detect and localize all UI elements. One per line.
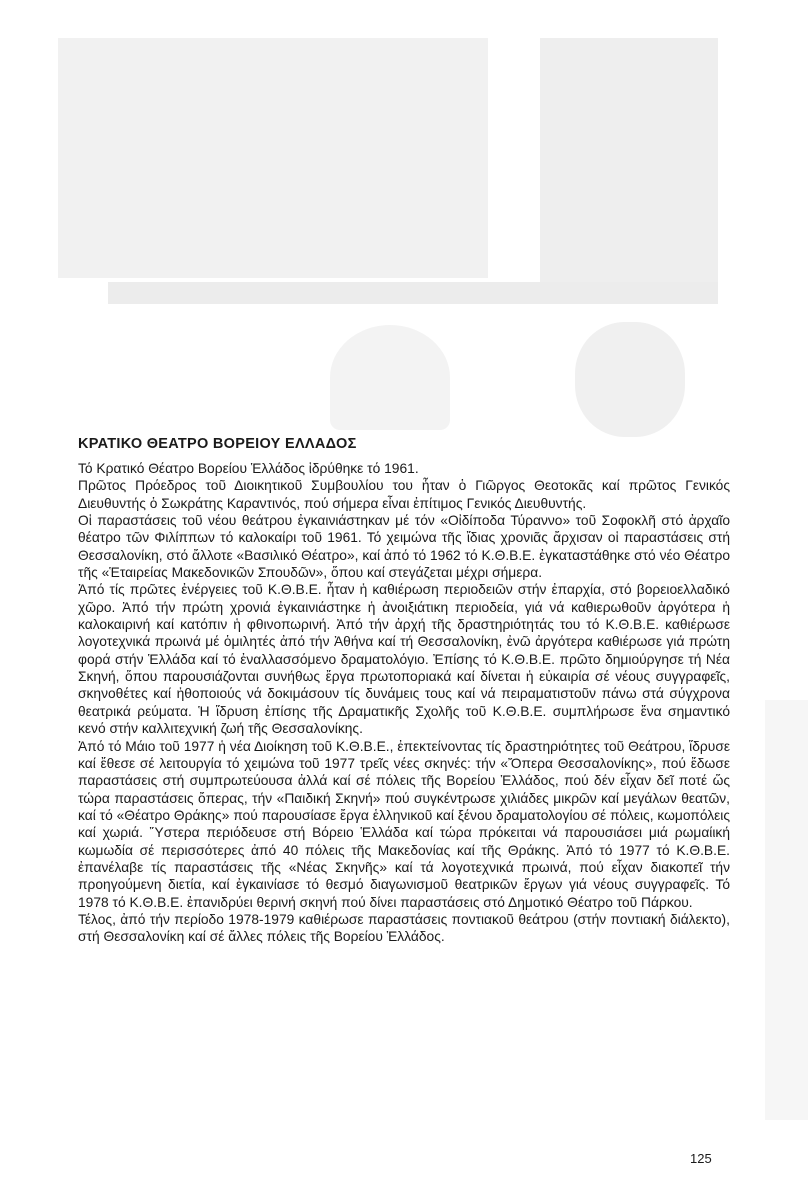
bleed-through-caption-band <box>108 282 718 304</box>
bleed-through-figure-right <box>575 322 685 437</box>
article <box>78 436 730 946</box>
bleed-through-photo-top-right <box>540 38 718 283</box>
article-title: ΚΡΑΤΙΚΟ ΘΕΑΤΡΟ ΒΟΡΕΙΟΥ ΕΛΛΑΔΟΣ <box>78 436 357 452</box>
bleed-through-figure-center <box>330 325 450 430</box>
bleed-through-edge-text <box>765 700 808 1120</box>
paragraph-first-officers: Πρῶτος Πρόεδρος τοῦ Διοικητικοῦ Συμβουλίου του ἦταν ὁ Γιῶργος Θεοτοκᾶς καί πρῶτος Γενικός Διευθυντής ὁ Σωκράτης Καραντινός, πού σήμερα εἶναι ἐπίτιμος Γενικός Διευθυντής. <box>78 478 730 511</box>
article-body <box>78 460 730 946</box>
paragraph-first-performances: Οἱ παραστάσεις τοῦ νέου θεάτρου ἐγκαινιάστηκαν μέ τόν «Οἰδίποδα Τύραννο» τοῦ Σοφοκλῆ στό ἀρχαῖο θέατρο τῶν Φιλίππων τό καλοκαίρι τοῦ 1961. Τό χειμώνα τῆς ἴδιας χρονιᾶς ἄρχισαν οἱ παραστάσεις στή Θεσσαλονίκη, στό ἄλλοτε «Βασιλικό Θέατρο», καί ἀπό τό 1962 τό Κ.Θ.Β.Ε. ἐγκαταστάθηκε στό νέο Θέατρο τῆς «Ἑταιρείας Μακεδονικῶν Σπουδῶν», ὅπου καί στεγάζεται μέχρι σήμερα. <box>78 513 730 581</box>
bleed-through-photo-top-left <box>58 38 488 278</box>
paragraph-1977-expansion: Ἀπό τό Μάιο τοῦ 1977 ἡ νέα Διοίκηση τοῦ Κ.Θ.Β.Ε., ἐπεκτείνοντας τίς δραστηριότητες τοῦ Θεάτρου, ἵδρυσε καί ἔθεσε σέ λειτουργία τό χειμώνα τοῦ 1977 τρεῖς νέες σκηνές: τήν «Ὄπερα Θεσσαλονίκης», πού ἔδωσε παραστάσεις στή συμπρωτεύουσα ἀλλά καί σέ πόλεις τῆς Βορείου Ἑλλάδος, πού δέν εἶχαν δεῖ ποτέ ὥς τώρα παραστάσεις ὄπερας, τήν «Παιδική Σκηνή» πού συγκέντρωσε χιλιάδες μικρῶν καί μεγάλων θεατῶν, καί τό «Θέατρο Θράκης» πού παρουσίασε ἔργα ἑλληνικοῦ καί ξένου δραματολογίου σέ πόλεις, κωμοπόλεις καί χωριά. Ὕστερα περιόδευσε στή Βόρειο Ἑλλάδα καί τώρα πρόκειται νά παρουσιάσει μιά ρωμαίική κωμωδία σέ περισσότερες ἀπό 40 πόλεις τῆς Μακεδονίας καί τῆς Θράκης. Ἀπό τό 1977 τό Κ.Θ.Β.Ε. ἐπανέλαβε τίς παραστάσεις τῆς «Νέας Σκηνῆς» καί τά λογοτεχνικά πρωινά, πού εἶχαν διακοπεῖ τήν προηγούμενη διετία, καί ἐγκαινίασε τό θεσμό διαγωνισμοῦ θεατρικῶν ἔργων γιά νέους συγγραφεῖς. Τό 1978 τό Κ.Θ.Β.Ε. ἐπανιδρύει θερινή σκηνή πού δίνει παραστάσεις στό Δημοτικό Θέατρο τοῦ Πάρκου. <box>78 738 730 910</box>
paragraph-early-activities: Ἀπό τίς πρῶτες ἐνέργειες τοῦ Κ.Θ.Β.Ε. ἦταν ἡ καθιέρωση περιοδειῶν στήν ἐπαρχία, στό βορειοελλαδικό χῶρο. Ἀπό τήν πρώτη χρονιά ἐγκαινιάστηκε ἡ ἀνοιξιάτικη περιοδεία, γιά νά καθιερωθοῦν ἀργότερα ἡ καλοκαιρινή καί κατόπιν ἡ φθινοπωρινή. Ἀπό τήν ἀρχή τῆς δραστηριότητάς του τό Κ.Θ.Β.Ε. καθιέρωσε λογοτεχνικά πρωινά μέ ὁμιλητές ἀπό τήν Ἀθήνα καί τή Θεσσαλονίκη, ἐνῶ ἀργότερα καθιέρωσε γιά πρώτη φορά στήν Ἑλλάδα καί τό ἐναλλασσόμενο δραματολόγιο. Ἐπίσης τό Κ.Θ.Β.Ε. πρῶτο δημιούργησε τή Νέα Σκηνή, ὅπου παρουσιάζονται συνήθως ἔργα πρωτοποριακά καί δίνεται ἡ εὐκαιρία σέ νέους συγγραφεῖς, σκηνοθέτες καί ἠθοποιούς νά δοκιμάσουν τίς δυνάμεις τους καί νά πειραματιστοῦν πάνω στά σύγχρονα θεατρικά ρεύματα. Ἡ ἵδρυση ἐπίσης τῆς Δραματικῆς Σχολῆς τοῦ Κ.Θ.Β.Ε. συμπλήρωσε ἕνα σημαντικό κενό στήν καλλιτεχνική ζωή τῆς Θεσσαλονίκης. <box>78 582 730 737</box>
paragraph-pontic-theatre: Τέλος, ἀπό τήν περίοδο 1978-1979 καθιέρωσε παραστάσεις ποντιακοῦ θεάτρου (στήν ποντιακή διάλεκτο), στή Θεσσαλονίκη καί σέ ἄλλες πόλεις τῆς Βορείου Ἑλλάδος. <box>78 911 730 945</box>
paragraph-founding: Τό Κρατικό Θέατρο Βορείου Ἑλλάδος ἱδρύθηκε τό 1961. <box>78 461 419 476</box>
page-number: 125 <box>690 1151 712 1166</box>
